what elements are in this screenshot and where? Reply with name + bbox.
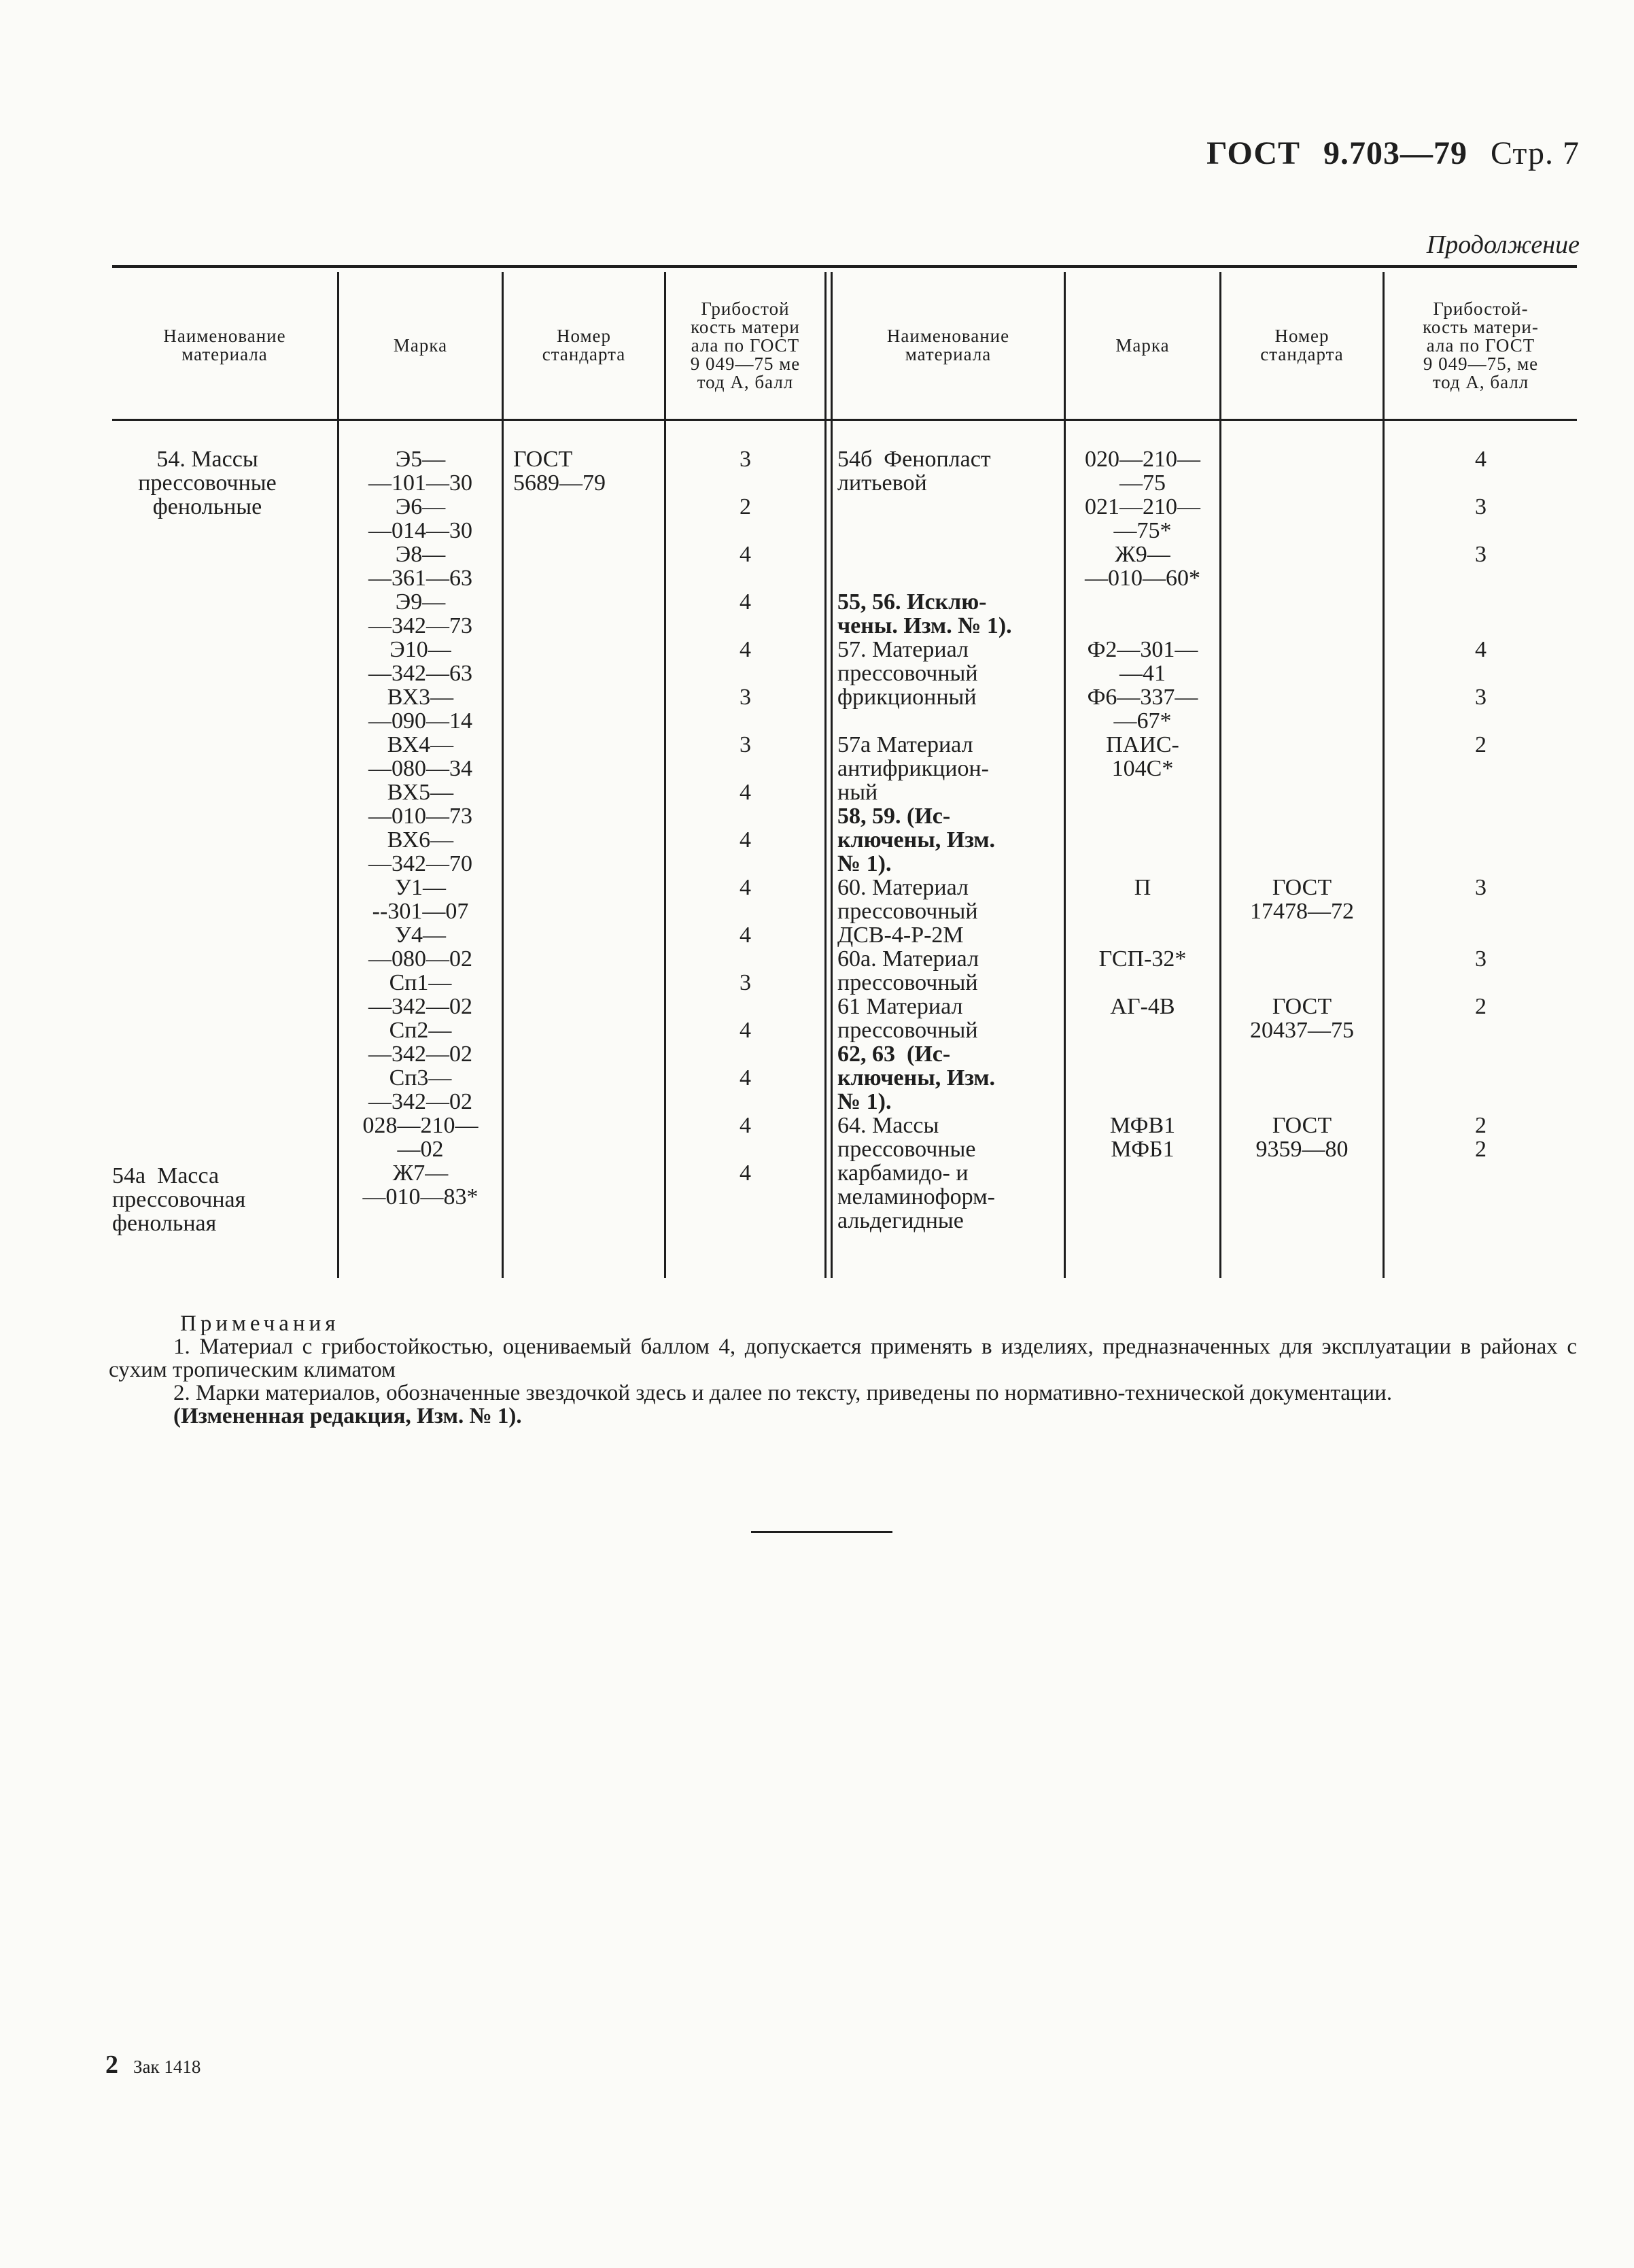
page-header (1206, 135, 1580, 172)
right-name-57a: 57а Материал антифрикцион- ный (837, 732, 989, 805)
right-name-60a: 60а. Материал прессовочный (837, 946, 979, 995)
left-material-name-54a: 54а Масса прессовочная фенольная (112, 1163, 246, 1236)
header-bottom-rule (112, 419, 1577, 421)
footer-number: 2 (105, 2050, 118, 2079)
right-mark-3: Ж9— —010—60* (1085, 542, 1200, 591)
right-name-58-59: 58, 59. (Ис- ключены, Изм. № 1). (837, 804, 996, 876)
footer-order: Зак 1418 (133, 2057, 201, 2077)
col-divider-4b (831, 272, 833, 1278)
col-divider-2 (502, 272, 504, 1278)
right-mark-2: 021—210— —75* (1085, 494, 1200, 543)
right-score-1: 4 (1475, 447, 1487, 472)
left-material-name-54: 54. Массы прессовочные фенольные (138, 447, 277, 519)
notes-title: Примечания (180, 1311, 340, 1336)
header-gost: ГОСТ (1206, 135, 1301, 171)
right-score-10: 2 (1475, 1113, 1487, 1138)
header-name-right: Наименование материала (886, 326, 1010, 364)
notes-section (109, 1312, 1577, 1428)
right-name-62-63: 62, 63 (Ис- ключены, Изм. № 1). (837, 1042, 996, 1114)
right-score-4: 4 (1475, 637, 1487, 662)
right-name-57: 57. Материал прессовочный фрикционный (837, 637, 978, 710)
right-mark-4: Ф2—301— —41 (1087, 637, 1198, 686)
header-score-right: Грибостой- кость матери- ала по ГОСТ 9 049—75, ме тод А, балл (1423, 298, 1539, 392)
note-2: 2. Марки материалов, обозначенные звездочкой здесь и далее по тексту, приведены по нормативно-технической документации. (173, 1381, 1393, 1405)
left-scores: 3 2 4 4 4 3 3 4 4 4 4 3 4 4 4 4 (740, 447, 751, 1186)
table-top-rule (112, 265, 1577, 268)
col-divider-4a (824, 272, 827, 1278)
header-mark-right: Марка (1115, 334, 1170, 356)
right-score-9: 2 (1475, 994, 1487, 1019)
right-score-8: 3 (1475, 946, 1487, 972)
header-number: 9.703—79 (1323, 135, 1468, 171)
right-standard-3: ГОСТ 9359—80 (1255, 1113, 1349, 1162)
right-name-61: 61 Материал прессовочный (837, 994, 978, 1043)
right-name-60: 60. Материал прессовочный ДСВ-4-Р-2М (837, 875, 978, 948)
left-marks: Э5— —101—30 Э6— —014—30 Э8— —361—63 Э9— —342—73 Э10— —342—63 ВХ3— —090—14 ВХ4— —080—34 ВХ5— —010—73 ВХ6— —342—70 У1— --301—07 У4— —080—02 Сп1— —342—02 Сп2— —342—02 Сп3— —342—02 028—210— —02 Ж7— —010—83* (362, 447, 479, 1209)
header-standard-right: Номер стандарта (1260, 326, 1344, 364)
note-1: 1. Материал с грибостойкостью, оцениваемый баллом 4, допускается применять в изделиях, предназначенных для эксплуатации в районах с сухим тропическим климатом (109, 1335, 1577, 1382)
right-mark-7: П (1134, 875, 1151, 900)
right-score-3: 3 (1475, 542, 1487, 567)
right-score-5: 3 (1475, 685, 1487, 710)
edition-note: (Измененная редакция, Изм. № 1). (173, 1404, 522, 1428)
header-standard-left: Номер стандарта (542, 326, 626, 364)
right-mark-10: МФВ1 МФБ1 (1109, 1113, 1176, 1162)
continuation-label: Продолжение (1426, 230, 1580, 259)
right-mark-1: 020—210— —75 (1085, 447, 1200, 496)
right-name-64: 64. Массы прессовочные карбамидо- и меламиноформ- альдегидные (837, 1113, 995, 1233)
right-name-55-56: 55, 56. Исклю- чены. Изм. № 1). (837, 589, 1012, 638)
header-mark-left: Марка (393, 334, 448, 356)
right-score-2: 3 (1475, 494, 1487, 519)
header-name-left: Наименование материала (163, 326, 286, 364)
right-score-7: 3 (1475, 875, 1487, 900)
right-score-6: 2 (1475, 732, 1487, 757)
page-footer (105, 2050, 201, 2080)
right-mark-6: ПАИС- 104С* (1106, 732, 1179, 781)
header-page: Стр. 7 (1491, 135, 1580, 171)
right-mark-5: Ф6—337— —67* (1087, 685, 1198, 734)
right-standard-1: ГОСТ 17478—72 (1250, 875, 1354, 924)
right-standard-2: ГОСТ 20437—75 (1250, 994, 1354, 1043)
right-name-54b: 54б Фенопласт литьевой (837, 447, 991, 496)
right-score-11: 2 (1475, 1137, 1487, 1162)
separator-rule (751, 1531, 892, 1533)
right-mark-8: ГСП-32* (1098, 946, 1187, 972)
header-score-left: Грибостой кость матери ала по ГОСТ 9 049—75 ме тод А, балл (690, 298, 801, 392)
left-standard: ГОСТ 5689—79 (513, 447, 606, 496)
right-mark-9: АГ-4В (1110, 994, 1175, 1019)
